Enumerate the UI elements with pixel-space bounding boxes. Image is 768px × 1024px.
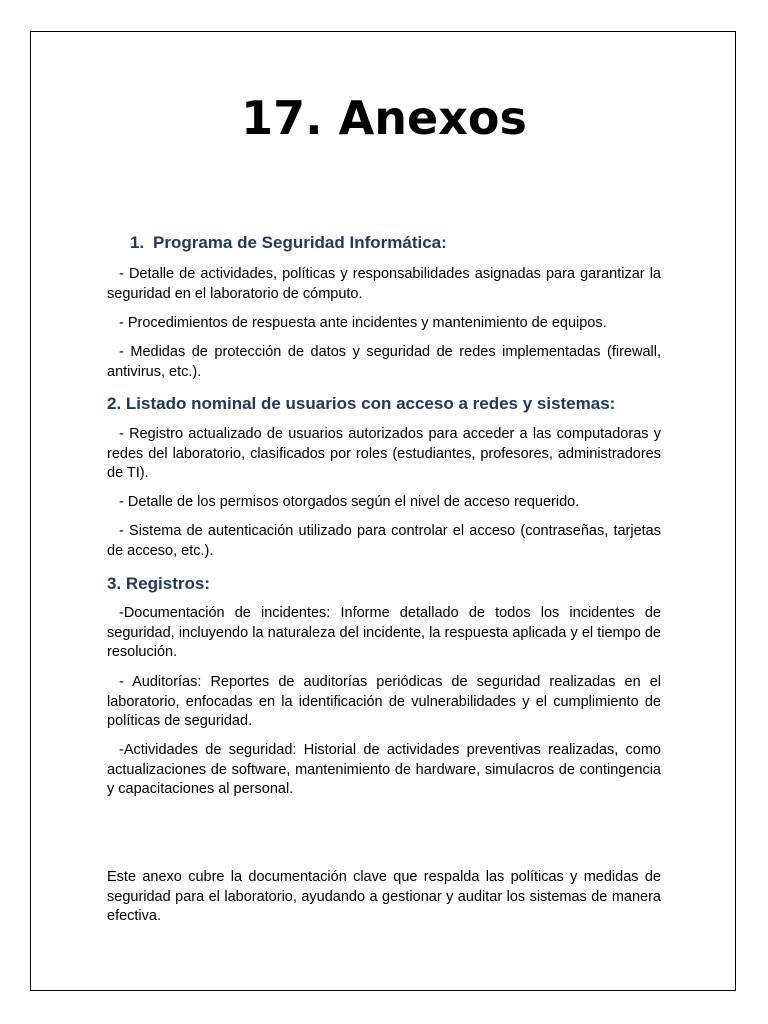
section-3-item-3: -Actividades de seguridad: Historial de actividades preventivas realizadas, como actualizaciones de software, mantenimiento de hardware, simulacros de contingencia y capacitaciones al personal. (107, 742, 661, 797)
section-1-title: Programa de Seguridad Informática: (153, 233, 447, 252)
section-1-item-3: - Medidas de protección de datos y seguridad de redes implementadas (firewall, antivirus, etc.). (107, 344, 661, 380)
section-2-item-3: - Sistema de autenticación utilizado para controlar el acceso (contraseñas, tarjetas de acceso, etc.). (107, 523, 661, 559)
section-2-number: 2. (107, 394, 122, 413)
section-1-item-1: - Detalle de actividades, políticas y responsabilidades asignadas para garantizar la seguridad en el laboratorio de cómputo. (107, 266, 661, 302)
page-title: 17. Anexos (241, 91, 527, 145)
section-1-item-2: - Procedimientos de respuesta ante incidentes y mantenimiento de equipos. (119, 315, 607, 331)
closing-paragraph: Este anexo cubre la documentación clave que respalda las políticas y medidas de seguridad para el laboratorio, ayudando a gestionar y auditar los sistemas de manera efectiva. (107, 869, 661, 924)
section-1-number: 1. (130, 233, 145, 252)
section-2-title: Listado nominal de usuarios con acceso a redes y sistemas: (125, 394, 616, 413)
section-3-number: 3. (107, 574, 122, 593)
section-1-heading (130, 233, 447, 253)
section-2-heading (107, 394, 615, 414)
section-3-heading (107, 574, 210, 594)
section-3-item-2: - Auditorías: Reportes de auditorías periódicas de seguridad realizadas en el laboratorio, enfocadas en la identificación de vulnerabilidades y el cumplimiento de políticas de seguridad. (107, 674, 661, 729)
section-3-title: Registros: (125, 574, 210, 593)
section-2-item-1: - Registro actualizado de usuarios autorizados para acceder a las computadoras y redes del laboratorio, clasificados por roles (estudiantes, profesores, administradores de TI). (107, 426, 661, 481)
section-3-item-1: -Documentación de incidentes: Informe detallado de todos los incidentes de seguridad, incluyendo la naturaleza del incidente, la respuesta aplicada y el tiempo de resolución. (107, 605, 661, 660)
section-2-item-2: - Detalle de los permisos otorgados según el nivel de acceso requerido. (119, 494, 580, 510)
